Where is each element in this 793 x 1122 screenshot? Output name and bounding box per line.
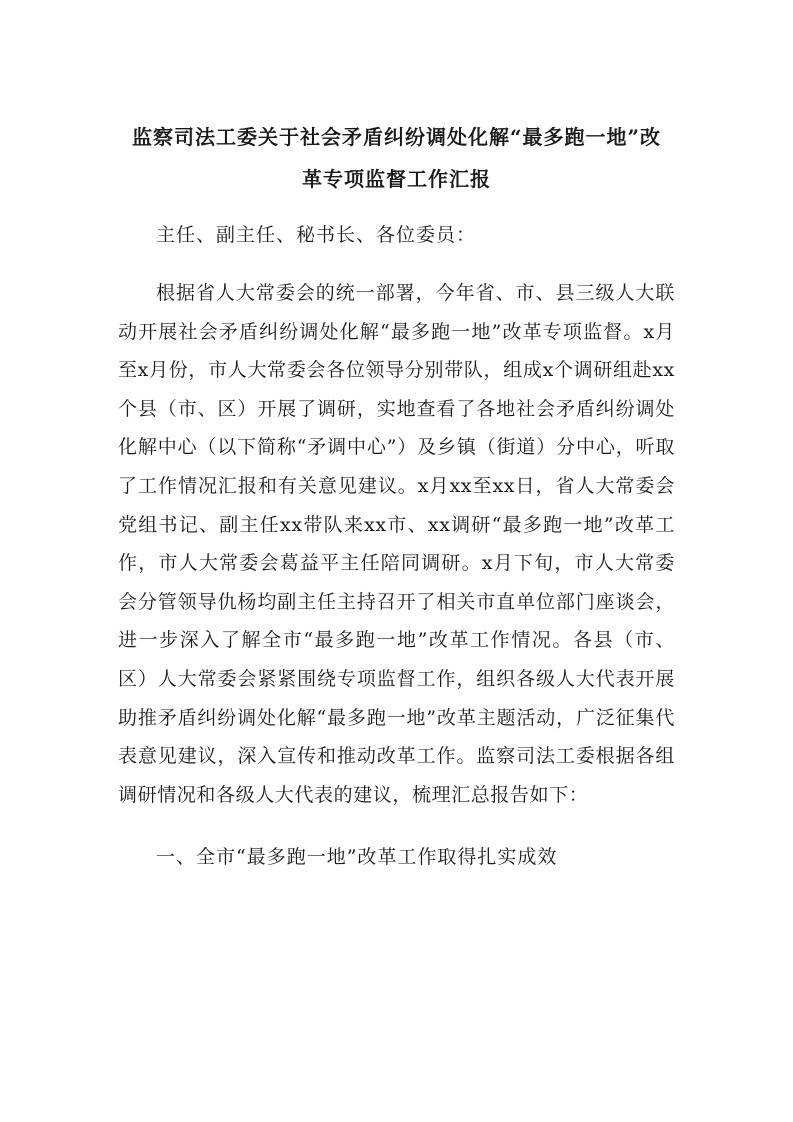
title-line-1: 监察司法工委关于社会矛盾纠纷调处化解“最多跑一地”改 [131,125,661,149]
body-paragraph: 根据省人大常委会的统一部署，今年省、市、县三级人大联动开展社会矛盾纠纷调处化解“最多跑一地”改革专项监督。x月至x月份，市人大常委会各位领导分别带队，组成x个调研组赴xx个县（市、区）开展了调研，实地查看了各地社会矛盾纠纷调处化解中心（以下简称“矛调中心”）及乡镇（街道）分中心，听取了工作情况汇报和有关意见建议。x月xx至xx日，省人大常委会党组书记、副主任xx带队来xx市、xx调研“最多跑一地”改革工作，市人大常委会葛益平主任陪同调研。x月下旬，市人大常委会分管领导仇杨均副主任主持召开了相关市直单位部门座谈会，进一步深入了解全市“最多跑一地”改革工作情况。各县（市、区）人大常委会紧紧围绕专项监督工作，组织各级人大代表开展助推矛盾纠纷调处化解“最多跑一地”改革主题活动，广泛征集代表意见建议，深入宣传和推动改革工作。监察司法工委根据各组调研情况和各级人大代表的建议，梳理汇总报告如下： [118,282,675,806]
document-title [118,116,675,200]
section-heading-1: 一、全市“最多跑一地”改革工作取得扎实成效 [156,846,558,869]
salutation: 主任、副主任、秘书长、各位委员： [156,224,477,246]
title-line-2: 革专项监督工作汇报 [302,167,491,191]
